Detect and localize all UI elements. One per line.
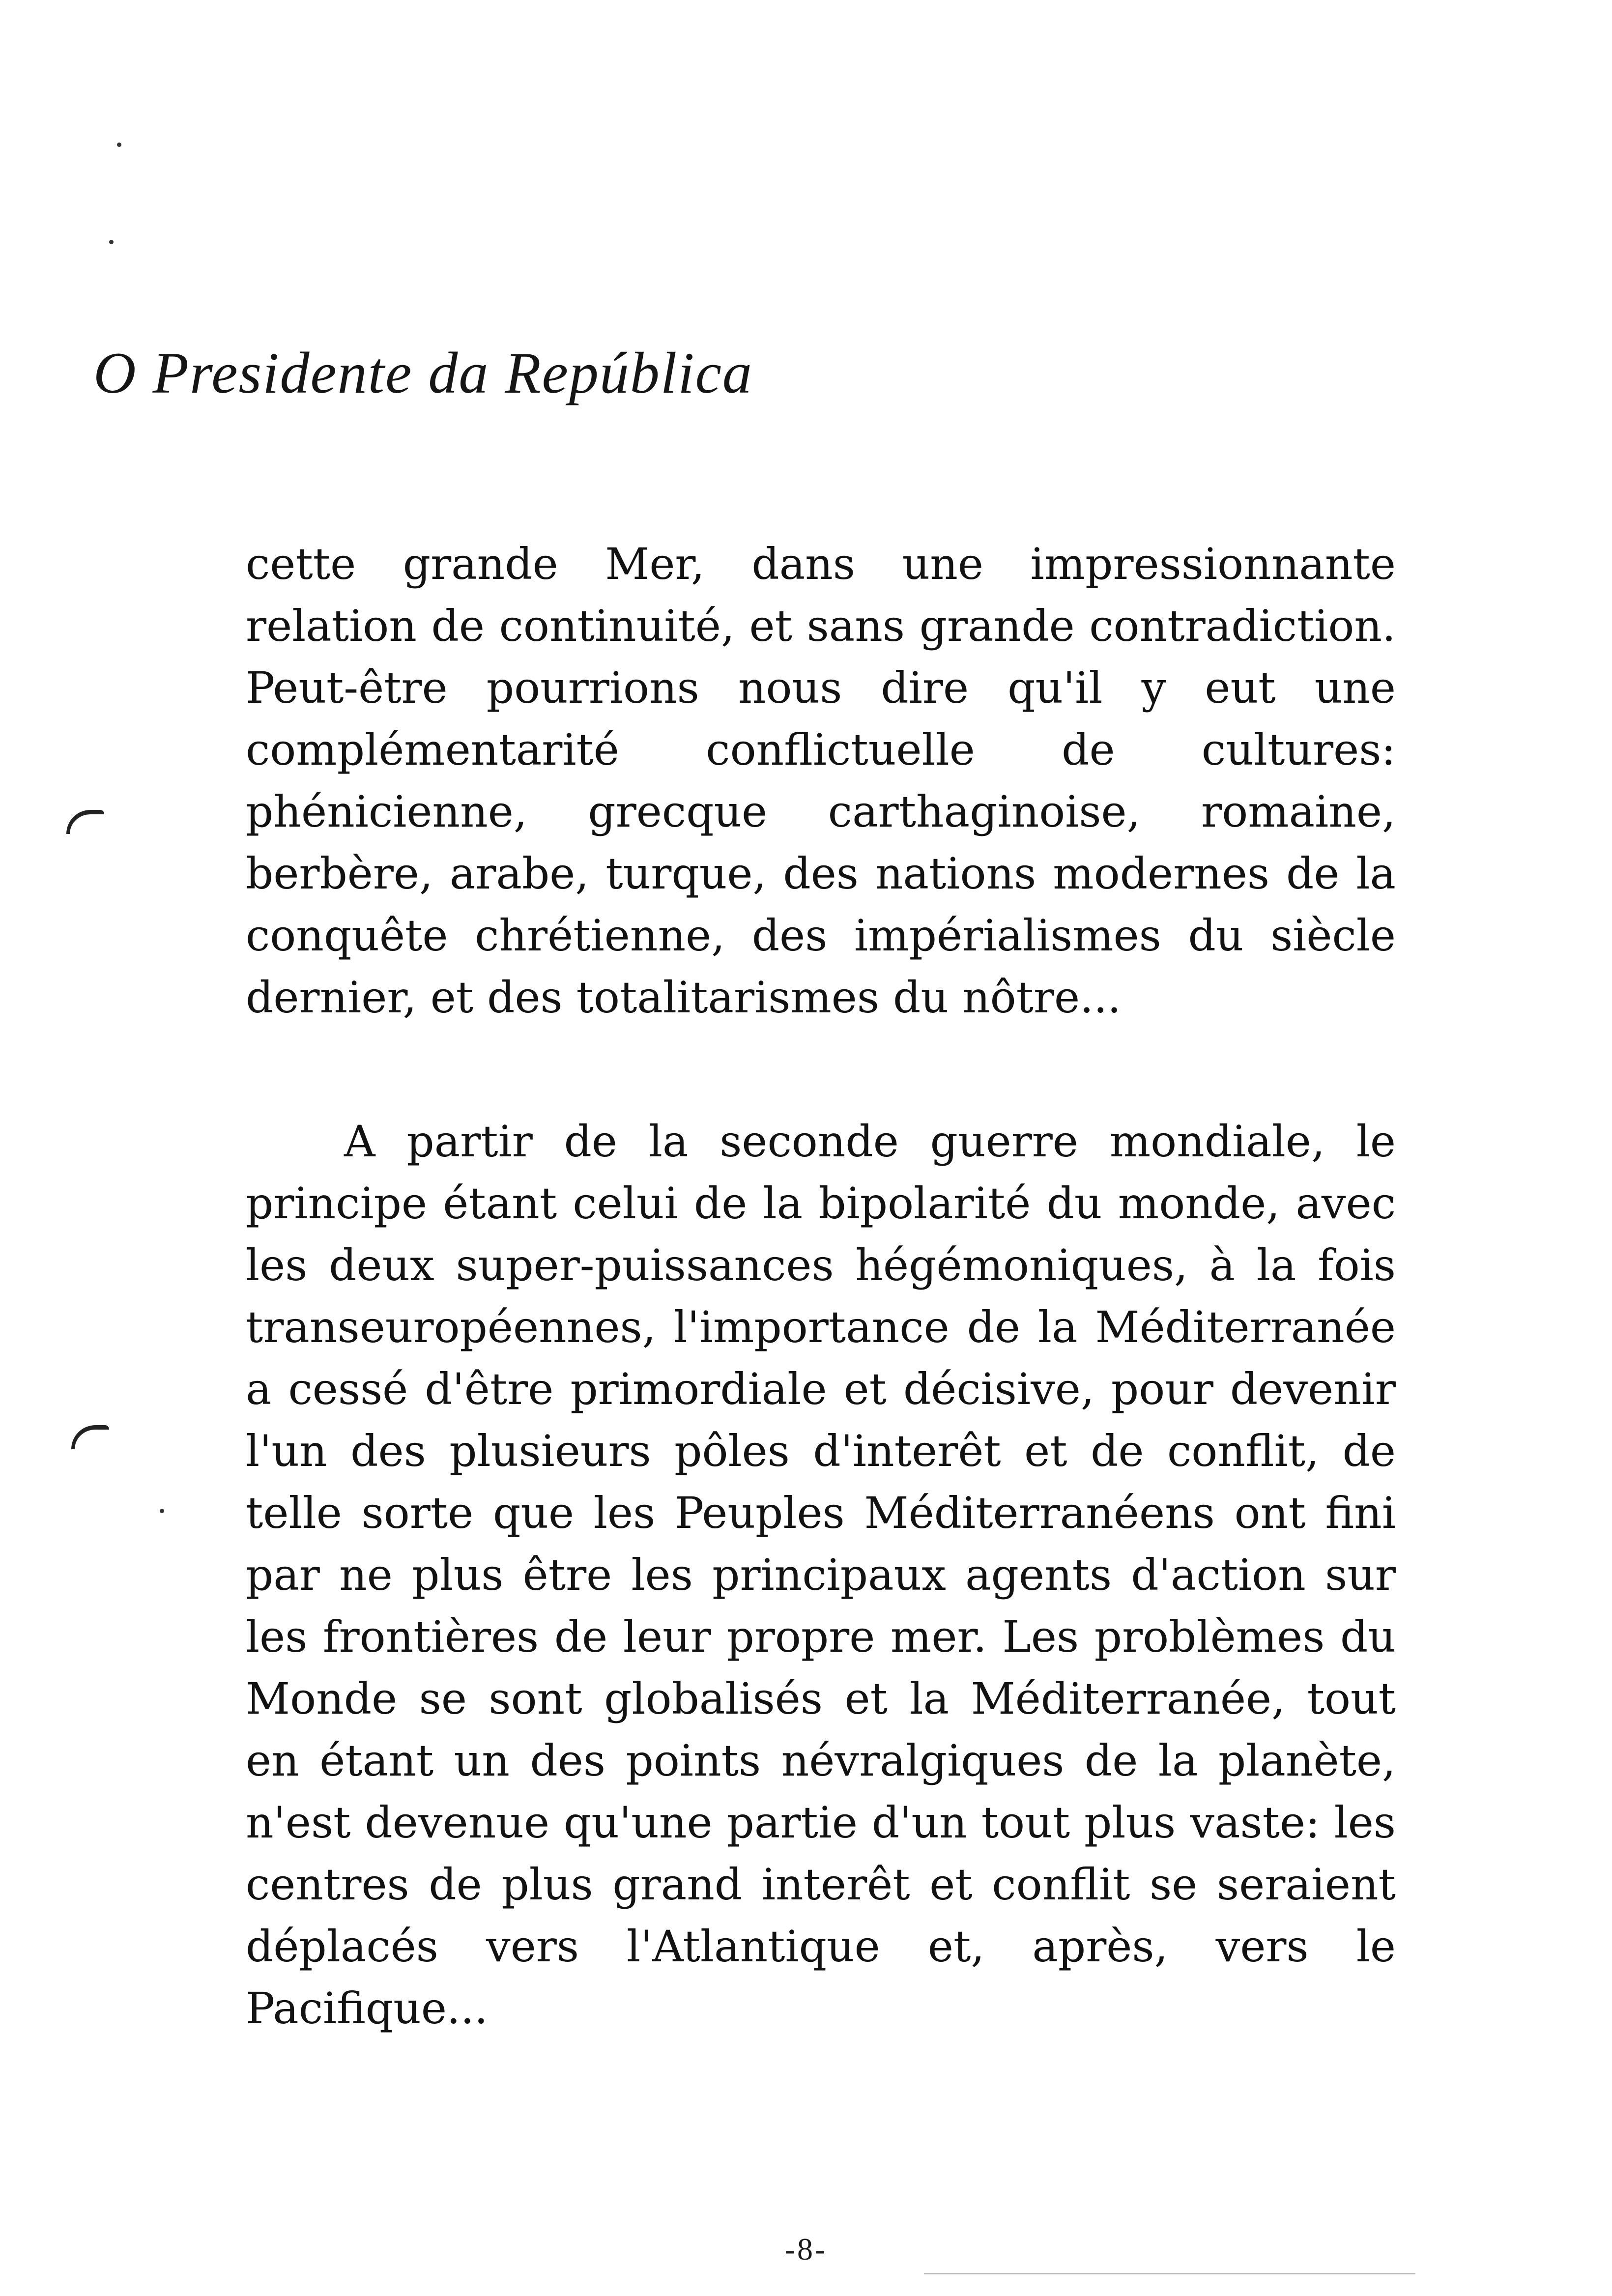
body-paragraph: cette grande Mer, dans une impressionnante relation de continuité, et sans grande contradiction. Peut-être pourrions nous dire qu'il y eut une complémentarité conflictuelle de cultures: phénicienne, grecque carthaginoise, romaine, berbère, arabe, turque, des nations modernes de la conquête chrétienne, des impérialismes du siècle dernier, et des totalitarismes du nôtre... (246, 539, 1396, 1023)
page-number: -8- (784, 2232, 828, 2267)
margin-mark (71, 1425, 109, 1449)
margin-mark (66, 810, 104, 834)
body-paragraph: A partir de la seconde guerre mondiale, le principe étant celui de la bipolarité du monde, avec les deux super-puissances hégémoniques, à la fois transeuropéennes, l'importance de la Méditerranée a cessé d'être primordiale et décisive, pour devenir l'un des plusieurs pôles d'interêt et de conflit, de telle sorte que les Peuples Méditerranéens ont fini par ne plus être les principaux agents d'action sur les frontières de leur propre mer. Les problèmes du Monde se sont globalisés et la Méditerranée, tout en étant un des points névralgiques de la planète, n'est devenue qu'une partie d'un tout plus vaste: les centres de plus grand interêt et conflit se seraient déplacés vers l'Atlantique et, après, vers le Pacifique... (246, 1116, 1396, 2034)
letterhead-title: O Presidente da República (93, 340, 753, 405)
scan-speck (117, 143, 121, 147)
scan-speck (160, 1509, 164, 1513)
scan-speck (109, 240, 114, 244)
scan-edge-line (924, 2273, 1415, 2274)
